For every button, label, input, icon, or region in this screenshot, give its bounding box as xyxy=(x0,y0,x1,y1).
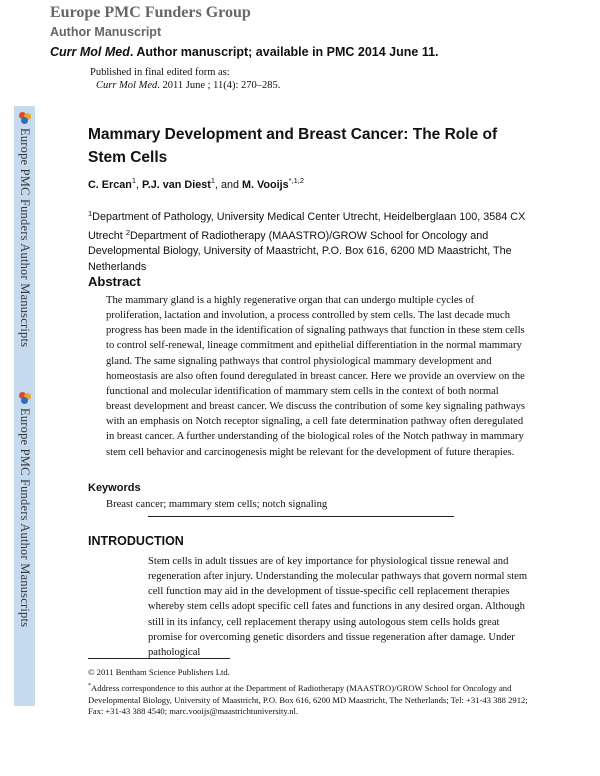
sidebar-label-group-1 xyxy=(14,112,35,347)
europe-pmc-logo-icon xyxy=(19,392,31,404)
abstract-text: The mammary gland is a highly regenerative organ that can undergo multiple cycles of proliferation, lactation and involution, a process controlled by stem cells. The last decade much progress has been made in the identification of signaling pathways that function in these stem cells to control self-renewal, lineage commitment and epithelial differentiation in the normal mammary gland. The same signaling pathways that control physiological mammary development and homeostasis are also often found deregulated in breast cancer. Here we provide an overview on the functional and molecular identification of mammary stem cells in the context of both normal breast development and breast cancer. We discuss the contribution of some key signaling pathways with an emphasis on Notch receptor signaling, a cell fate determination pathway often deregulated in breast cancer. A further understanding of the biological roles of the Notch pathway in mammary stem cell behavior and carcinogenesis might be relevant for the development of future therapies. xyxy=(106,295,526,458)
publication-journal: Curr Mol Med xyxy=(96,80,158,91)
published-form-label: Published in final edited form as: xyxy=(90,67,230,78)
publication-volume: . 2011 June ; 11(4): 270–285. xyxy=(157,80,281,91)
affiliation-text: Department of Pathology, University Medical Center Utrecht, Heidelberglaan 100, 3584 CX Utrecht xyxy=(88,211,526,243)
author-separator: , and xyxy=(214,179,239,191)
author-affiliation-marker: 1 xyxy=(131,176,136,185)
affiliation-marker: 1 xyxy=(88,209,93,218)
introduction-text: Stem cells in adult tissues are of key importance for physiological tissue renewal and regeneration after injury. Understanding the molecular pathways that govern normal stem cell function may aid in the development of tissue-specific cell replacement therapies whereby stem cells adopt specific cell fates and functions in any desired organ. Although still in its infancy, cell replacement therapy using autologous stem cells holds great promise for overcoming genetic disorders and tissue regeneration after damage. Under pathological xyxy=(148,556,528,658)
article-title: Mammary Development and Breast Cancer: The Role of Stem Cells xyxy=(88,126,498,166)
publication-details xyxy=(96,80,280,91)
copyright-notice: © 2011 Bentham Science Publishers Ltd. xyxy=(88,667,230,677)
section-divider xyxy=(148,516,454,517)
author-affiliation-marker: *,1,2 xyxy=(288,176,305,185)
author-name: M. Vooijs xyxy=(242,179,289,191)
sidebar-label: Europe PMC Funders Author Manuscripts xyxy=(18,408,32,628)
sidebar-label-group-2 xyxy=(14,392,35,627)
abstract-heading: Abstract xyxy=(88,274,141,289)
footnote-divider xyxy=(88,658,230,659)
keywords-text: Breast cancer; mammary stem cells; notch signaling xyxy=(106,499,328,510)
affiliation-text: Department of Radiotherapy (MAASTRO)/GROW School for Oncology and Developmental Biology, University of Maastricht, P.O. Box 616, 6200 MD Maastricht, The Netherlands xyxy=(88,230,512,273)
funders-group-heading: Europe PMC Funders Group xyxy=(50,4,251,21)
sidebar-label: Europe PMC Funders Author Manuscripts xyxy=(18,128,32,348)
author-name: C. Ercan xyxy=(88,179,132,191)
correspondence-footnote xyxy=(88,681,528,718)
citation-line xyxy=(50,45,439,59)
author-list xyxy=(88,176,304,191)
affiliation-marker: 2 xyxy=(125,228,130,238)
introduction-heading: INTRODUCTION xyxy=(88,534,184,548)
author-manuscript-label: Author Manuscript xyxy=(50,25,162,39)
journal-abbrev: Curr Mol Med xyxy=(50,45,130,59)
keywords-heading: Keywords xyxy=(88,482,141,494)
affiliations xyxy=(88,206,528,275)
author-affiliation-marker: 1 xyxy=(210,176,215,185)
correspondence-marker: * xyxy=(88,683,91,689)
citation-rest: . Author manuscript; available in PMC 2014 June 11. xyxy=(129,45,439,59)
author-name: P.J. van Diest xyxy=(141,179,211,191)
europe-pmc-logo-icon xyxy=(19,112,31,124)
author-separator: , xyxy=(135,179,139,191)
funders-sidebar xyxy=(14,106,35,706)
correspondence-text: Address correspondence to this author at the Department of Radiotherapy (MAASTRO)/GROW School for Oncology and Developmental Biology, University of Maastricht, P.O. Box 616, 6200 MD Maastricht, The Netherlands; Tel: +31-43 388 2912; Fax: +31-43 388 4540; marc.vooijs@maastrichtuniversity.nl. xyxy=(88,683,528,716)
